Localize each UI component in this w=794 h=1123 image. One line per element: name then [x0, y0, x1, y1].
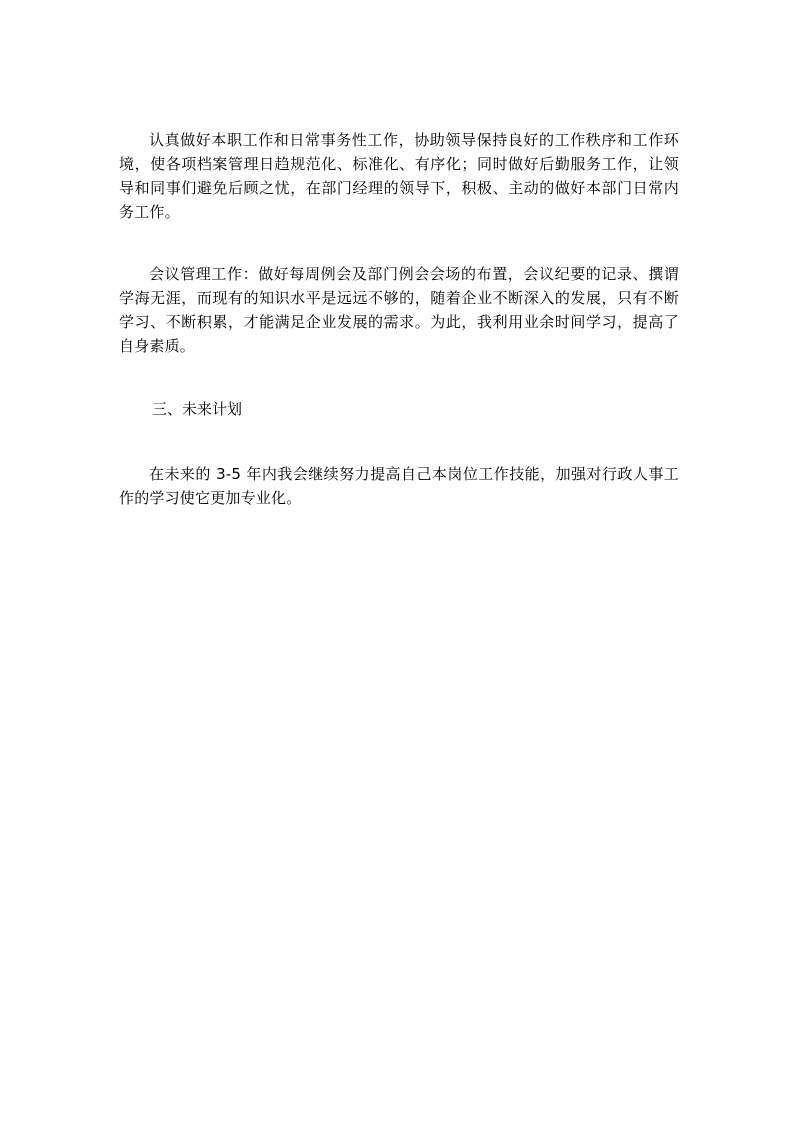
- paragraph-daily-work: 认真做好本职工作和日常事务性工作，协助领导保持良好的工作秩序和工作环境，使各项档案管理日趋规范化、标准化、有序化；同时做好后勤服务工作，让领导和同事们避免后顾之忧，在部门经理的领导下，积极、主动的做好本部门日常内务工作。: [119, 131, 679, 221]
- section-heading-future-plan: 三、未来计划: [152, 400, 243, 418]
- paragraph-meeting-management: 会议管理工作：做好每周例会及部门例会会场的布置，会议纪要的记录、撰谓学海无涯，而现有的知识水平是远远不够的，随着企业不断深入的发展，只有不断学习、不断积累，才能满足企业发展的需求。为此，我利用业余时间学习，提高了自身素质。: [119, 265, 679, 355]
- paragraph-future-plan: 在未来的 3-5 年内我会继续努力提高自己本岗位工作技能，加强对行政人事工作的学习使它更加专业化。: [119, 465, 679, 507]
